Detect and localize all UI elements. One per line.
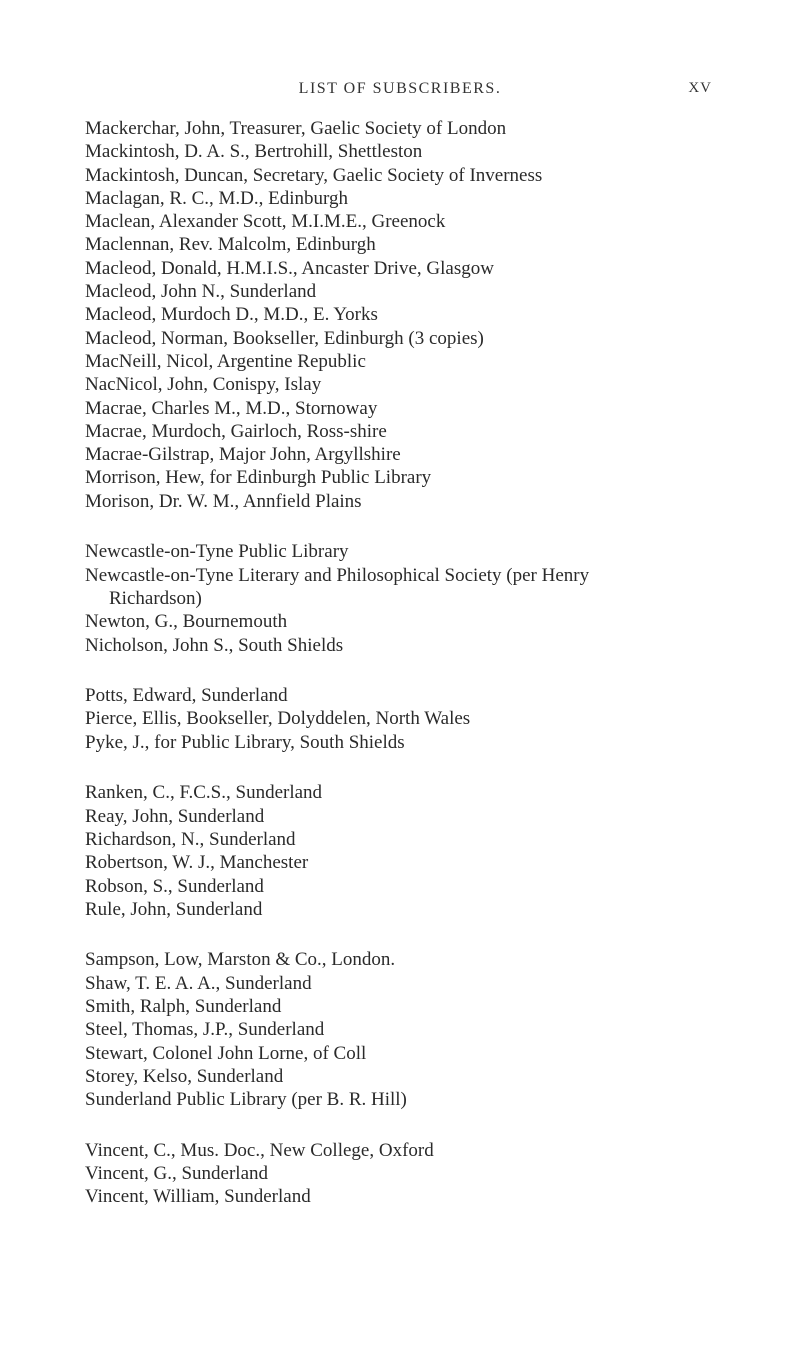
subscriber-entry: Maclean, Alexander Scott, M.I.M.E., Greenock	[85, 211, 446, 233]
subscriber-entry: Mackintosh, D. A. S., Bertrohill, Shettleston	[85, 141, 423, 163]
subscriber-list	[85, 117, 785, 1209]
subscriber-entry: Macrae, Murdoch, Gairloch, Ross-shire	[85, 420, 387, 442]
subscriber-entry: Sunderland Public Library (per B. R. Hill)	[85, 1089, 407, 1111]
subscriber-entry: Potts, Edward, Sunderland	[85, 685, 288, 707]
subscriber-group-n	[85, 540, 785, 656]
page-title: LIST OF SUBSCRIBERS.	[298, 80, 502, 97]
page-number: XV	[688, 80, 712, 96]
subscriber-entry: Sampson, Low, Marston & Co., London.	[85, 949, 396, 971]
subscriber-entry: Newcastle-on-Tyne Literary and Philosophical Society (per Henry	[85, 564, 590, 586]
subscriber-entry: Rule, John, Sunderland	[85, 898, 263, 920]
subscriber-entry: Storey, Kelso, Sunderland	[85, 1065, 284, 1087]
subscriber-entry: Macleod, Norman, Bookseller, Edinburgh (3 copies)	[85, 327, 484, 349]
subscriber-entry: Smith, Ralph, Sunderland	[85, 995, 282, 1017]
subscriber-group-m	[85, 117, 785, 513]
subscriber-entry: Macrae-Gilstrap, Major John, Argyllshire	[85, 444, 401, 466]
subscriber-entry: Robson, S., Sunderland	[85, 875, 264, 897]
subscriber-entry: Nicholson, John S., South Shields	[85, 634, 344, 656]
subscriber-entry: Ranken, C., F.C.S., Sunderland	[85, 782, 323, 804]
subscriber-entry-continuation: Richardson)	[109, 587, 202, 609]
subscriber-entry: Maclennan, Rev. Malcolm, Edinburgh	[85, 234, 376, 256]
subscriber-entry: Stewart, Colonel John Lorne, of Coll	[85, 1042, 367, 1064]
subscriber-entry: Vincent, C., Mus. Doc., New College, Oxford	[85, 1139, 434, 1161]
subscriber-entry: Vincent, William, Sunderland	[85, 1186, 311, 1208]
subscriber-group-r	[85, 781, 785, 921]
running-head	[0, 76, 800, 100]
subscriber-entry: Morison, Dr. W. M., Annfield Plains	[85, 490, 362, 512]
subscriber-entry: Macleod, Murdoch D., M.D., E. Yorks	[85, 304, 378, 326]
subscriber-entry: Pierce, Ellis, Bookseller, Dolyddelen, North Wales	[85, 708, 471, 730]
subscriber-entry: Morrison, Hew, for Edinburgh Public Library	[85, 467, 432, 489]
subscriber-entry: Shaw, T. E. A. A., Sunderland	[85, 972, 312, 994]
subscriber-entry: Mackerchar, John, Treasurer, Gaelic Society of London	[85, 118, 507, 139]
subscriber-entry: Robertson, W. J., Manchester	[85, 852, 309, 874]
subscriber-entry: NacNicol, John, Conispy, Islay	[85, 374, 322, 396]
subscriber-entry: Newcastle-on-Tyne Public Library	[85, 541, 349, 563]
subscriber-entry: MacNeill, Nicol, Argentine Republic	[85, 350, 366, 372]
subscriber-entry: Maclagan, R. C., M.D., Edinburgh	[85, 187, 348, 209]
subscriber-group-p	[85, 684, 785, 754]
subscriber-entry: Pyke, J., for Public Library, South Shields	[85, 731, 405, 753]
subscriber-entry: Vincent, G., Sunderland	[85, 1163, 269, 1185]
subscriber-entry: Reay, John, Sunderland	[85, 805, 265, 827]
subscriber-entry: Macleod, John N., Sunderland	[85, 281, 317, 303]
subscriber-group-v	[85, 1139, 785, 1209]
subscriber-entry: Richardson, N., Sunderland	[85, 828, 296, 850]
subscriber-entry: Steel, Thomas, J.P., Sunderland	[85, 1019, 325, 1041]
subscriber-entry: Macrae, Charles M., M.D., Stornoway	[85, 397, 378, 419]
subscriber-entry: Newton, G., Bournemouth	[85, 611, 288, 633]
subscriber-entry: Macleod, Donald, H.M.I.S., Ancaster Drive, Glasgow	[85, 257, 494, 279]
subscriber-entry: Mackintosh, Duncan, Secretary, Gaelic Society of Inverness	[85, 164, 543, 186]
subscriber-group-s	[85, 948, 785, 1111]
